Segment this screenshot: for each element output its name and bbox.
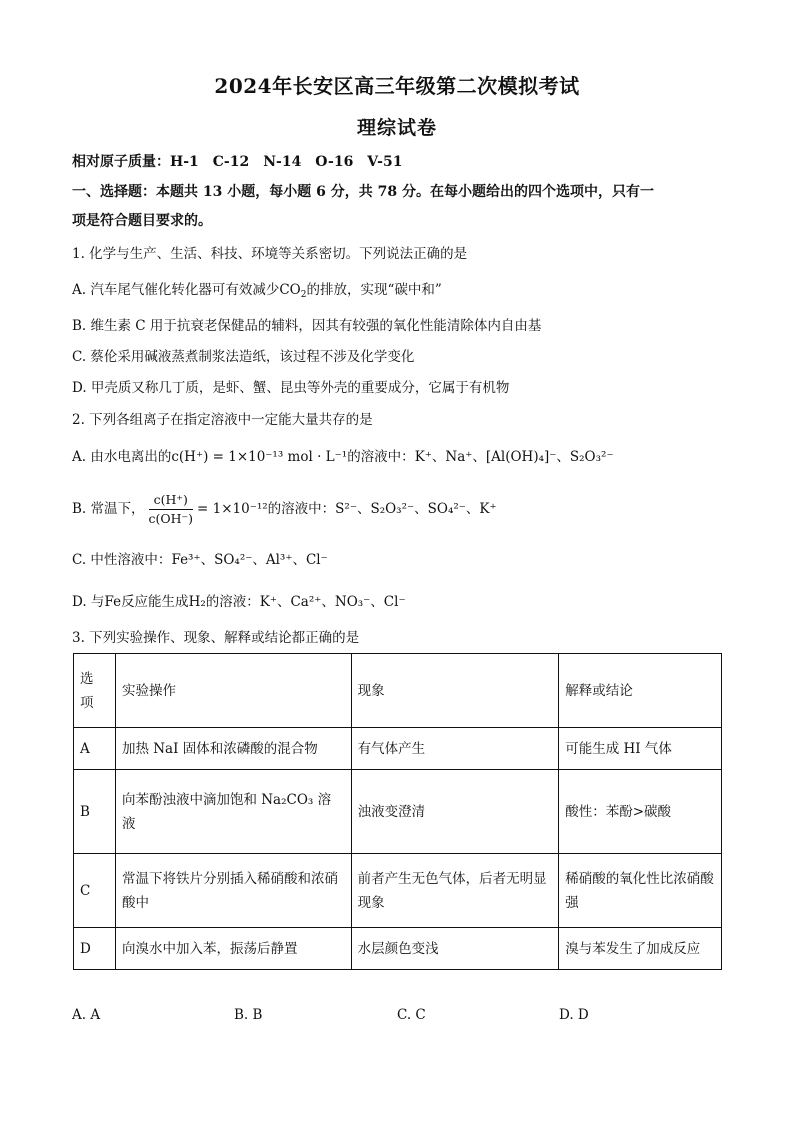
table-row: D 向溴水中加入苯，振荡后静置 水层颜色变浅 溴与苯发生了加成反应 (74, 928, 722, 970)
table-header-row (74, 654, 722, 728)
q2-option-c: C. 中性溶液中：Fe³⁺、SO₄²⁻、Al³⁺、Cl⁻ (72, 552, 328, 568)
q2-stem: 2. 下列各组离子在指定溶液中一定能大量共存的是 (72, 412, 373, 428)
header-phenomenon: 现象 (351, 654, 559, 728)
q3-choice-b: B. B (234, 1007, 263, 1023)
atomic-mass-line: 相对原子质量：H-1 C-12 N-14 O-16 V-51 (72, 154, 403, 170)
q2-option-a: A. 由水电离出的c(H⁺) = 1×10⁻¹³ mol · L⁻¹的溶液中：K⁺、Na⁺、[Al(OH)₄]⁻、S₂O₃²⁻ (72, 449, 614, 465)
table-row: C 常温下将铁片分别插入稀硝酸和浓硝酸中 前者产生无色气体，后者无明显现象 稀硝酸的氧化性比浓硝酸强 (74, 854, 722, 928)
q2-option-b: B. 常温下， $\frac{c(H^+)}{c(OH^-)}$ = 1×10⁻¹²的溶液中：S²⁻、S₂O₃²⁻、SO₄²⁻、K⁺ (72, 492, 497, 526)
header-option: 选 项 (74, 654, 116, 728)
q1-option-d: D. 甲壳质又称几丁质，是虾、蟹、昆虫等外壳的重要成分，它属于有机物 (72, 380, 510, 396)
co2-formula: $CO_2$ (279, 282, 307, 300)
q1-option-c: C. 蔡伦采用碱液蒸煮制浆法造纸，该过程不涉及化学变化 (72, 349, 415, 365)
q2-c-ions: Fe³⁺、SO₄²⁻、Al³⁺、Cl⁻ (171, 552, 328, 568)
q2-a-ions: K⁺、Na⁺、[Al(OH)₄]⁻、S₂O₃²⁻ (414, 449, 614, 465)
section-instruction-line1: 一、选择题：本题共 13 小题，每小题 6 分，共 78 分。在每小题给出的四个选项中，只有一 (72, 184, 654, 200)
q2-a-expression: c(H⁺) = 1×10⁻¹³ mol · L⁻¹ (171, 449, 348, 465)
header-conclusion: 解释或结论 (559, 654, 722, 728)
table-row: B 向苯酚浊液中滴加饱和 Na₂CO₃ 溶液 浊液变澄清 酸性：苯酚>碳酸 (74, 770, 722, 854)
q2-option-d: D. 与Fe反应能生成H₂的溶液：K⁺、Ca²⁺、NO₃⁻、Cl⁻ (72, 594, 406, 610)
q1-option-a (72, 280, 442, 302)
q1-a-text: A. 汽车尾气催化转化器可有效减少 (72, 282, 280, 298)
q2-b-fraction: $\frac{c(H^+)}{c(OH^-)}$ (148, 492, 194, 526)
q1-a-text-end: 的排放，实现“碳中和” (306, 282, 442, 298)
q3-choice-d: D. D (559, 1007, 589, 1023)
q2-b-ions: S²⁻、S₂O₃²⁻、SO₄²⁻、K⁺ (335, 501, 497, 517)
exam-title: 2024年长安区高三年级第二次模拟考试 (214, 74, 580, 98)
q3-table (73, 653, 722, 970)
exam-subtitle: 理综试卷 (356, 117, 437, 139)
header-operation: 实验操作 (115, 654, 351, 728)
q3-stem: 3. 下列实验操作、现象、解释或结论都正确的是 (72, 630, 360, 646)
table-row: A 加热 NaI 固体和浓磷酸的混合物 有气体产生 可能生成 HI 气体 (74, 728, 722, 770)
q2-d-ions: K⁺、Ca²⁺、NO₃⁻、Cl⁻ (259, 594, 406, 610)
q3-choice-c: C. C (397, 1007, 426, 1023)
q1-stem: 1. 化学与生产、生活、科技、环境等关系密切。下列说法正确的是 (72, 246, 468, 262)
q3-choice-a: A. A (72, 1007, 101, 1023)
q1-option-b: B. 维生素 C 用于抗衰老保健品的辅料，因其有较强的氧化性能清除体内自由基 (72, 318, 542, 334)
section-instruction-line2: 项是符合题目要求的。 (72, 213, 212, 229)
